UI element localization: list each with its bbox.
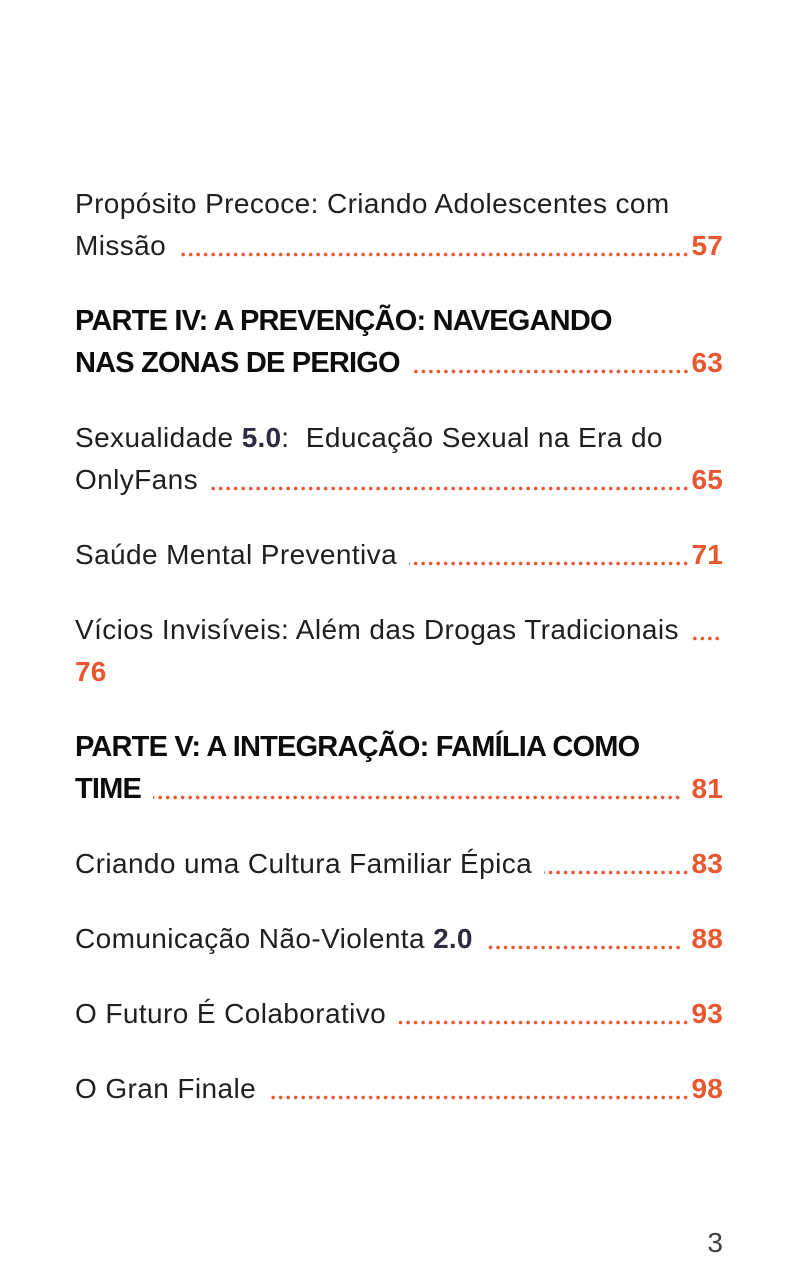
toc-line (75, 300, 723, 342)
toc-entry-text: : Educação Sexual na Era do (281, 422, 663, 453)
page-number-footer: 3 (707, 1227, 723, 1258)
dot-leader (691, 609, 721, 651)
toc-part-heading (75, 300, 723, 384)
toc-entry (75, 993, 723, 1035)
toc-entry-text: Vícios Invisíveis: Além das Drogas Tradicionais (75, 614, 679, 645)
toc-page-number: 93 (691, 998, 723, 1029)
toc-entry-text: TIME (75, 773, 142, 805)
toc-line (75, 534, 723, 576)
toc-line (75, 225, 723, 267)
toc-page-number: 83 (691, 848, 723, 879)
toc-line (75, 651, 723, 693)
dot-leader (178, 225, 689, 267)
toc-entry-text: OnlyFans (75, 464, 199, 495)
toc-page-number: 71 (691, 539, 723, 570)
toc-line (75, 726, 723, 768)
toc-page-number: 63 (691, 347, 723, 378)
toc-page-number: 98 (691, 1073, 723, 1104)
dot-leader (268, 1068, 689, 1110)
dot-leader (153, 768, 681, 810)
toc-entry (75, 183, 723, 267)
toc-page-number: 57 (691, 230, 723, 261)
dot-leader (485, 918, 682, 960)
toc-line (75, 993, 723, 1035)
toc-line (75, 768, 723, 810)
toc-entry (75, 417, 723, 501)
toc-entry (75, 534, 723, 576)
dot-leader (210, 459, 689, 501)
toc-entry (75, 609, 723, 693)
toc-line (75, 1068, 723, 1110)
toc-entry-text: O Futuro É Colaborativo (75, 998, 387, 1029)
toc-page-number: 88 (683, 923, 723, 954)
toc-entry (75, 1068, 723, 1110)
toc-line (75, 417, 723, 459)
toc-entry (75, 918, 723, 960)
dot-leader (412, 342, 690, 384)
toc-line (75, 843, 723, 885)
toc-line (75, 918, 723, 960)
toc-entry-text: Criando uma Cultura Familiar Épica (75, 848, 533, 879)
toc-entry-text: PARTE IV: A PREVENÇÃO: NAVEGANDO (75, 305, 612, 337)
toc-line (75, 459, 723, 501)
dot-leader (544, 843, 689, 885)
toc-entry-text: NAS ZONAS DE PERIGO (75, 347, 400, 379)
toc-entry-text: Propósito Precoce: Criando Adolescentes com (75, 188, 670, 219)
toc-entry-text: Saúde Mental Preventiva (75, 539, 398, 570)
toc-entry-text-bold: 5.0 (241, 422, 282, 453)
toc-part-heading (75, 726, 723, 810)
toc-entry (75, 843, 723, 885)
toc-page-number: 65 (691, 464, 723, 495)
toc-entry-text: Comunicação Não-Violenta (75, 923, 434, 954)
toc-entry-text: Sexualidade (75, 422, 242, 453)
toc-line (75, 609, 723, 651)
toc-entry-text-bold: 2.0 (433, 923, 473, 954)
toc-entry-text: PARTE V: A INTEGRAÇÃO: FAMÍLIA COMO (75, 731, 640, 763)
toc-page-number: 81 (683, 773, 723, 804)
toc-entry-text: Missão (75, 230, 167, 261)
dot-leader (398, 993, 689, 1035)
toc-line (75, 183, 723, 225)
dot-leader (409, 534, 689, 576)
toc-entry-text: O Gran Finale (75, 1073, 257, 1104)
toc-page-number: 76 (75, 656, 107, 687)
toc-line (75, 342, 723, 384)
